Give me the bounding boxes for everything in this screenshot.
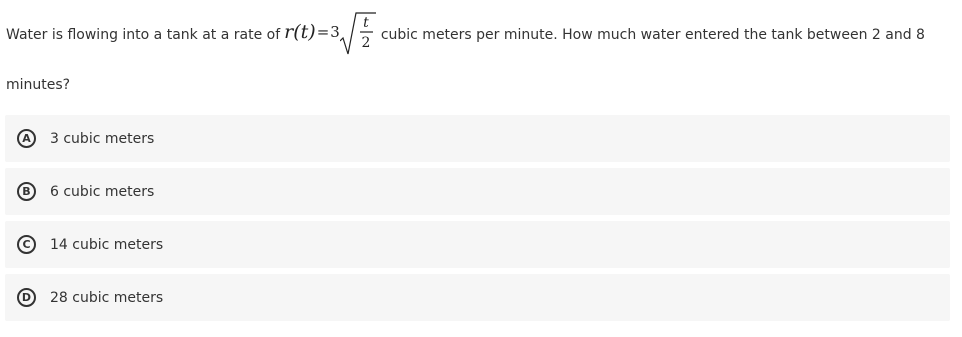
formula-denominator: 2	[361, 35, 371, 51]
rate-formula	[284, 8, 376, 56]
choice-letter-b: B	[17, 182, 36, 201]
formula-coefficient: 3	[330, 23, 340, 41]
question-prompt	[6, 10, 956, 95]
choice-b[interactable]	[5, 168, 950, 215]
choice-text-d: 28 cubic meters	[50, 289, 164, 306]
square-root-fraction	[340, 8, 376, 56]
choice-letter-c: C	[17, 235, 36, 254]
question-text-before: Water is flowing into a tank at a rate of	[6, 27, 281, 43]
question-text-after: cubic meters per minute. How much water entered the tank between 2 and 8	[380, 27, 925, 43]
formula-numerator: t	[362, 15, 369, 31]
radical-sign	[340, 13, 376, 54]
choice-letter-d: D	[17, 288, 36, 307]
choice-text-a: 3 cubic meters	[50, 130, 155, 147]
choice-text-c: 14 cubic meters	[50, 236, 164, 253]
choice-text-b: 6 cubic meters	[50, 183, 155, 200]
answer-choices	[5, 115, 950, 327]
formula-lhs: r(t)	[284, 21, 316, 43]
question-line	[6, 10, 956, 60]
question-line-wrap: minutes?	[6, 77, 71, 93]
formula-equals: =	[316, 23, 330, 41]
choice-c[interactable]	[5, 221, 950, 268]
choice-d[interactable]	[5, 274, 950, 321]
choice-letter-a: A	[17, 129, 36, 148]
choice-a[interactable]	[5, 115, 950, 162]
